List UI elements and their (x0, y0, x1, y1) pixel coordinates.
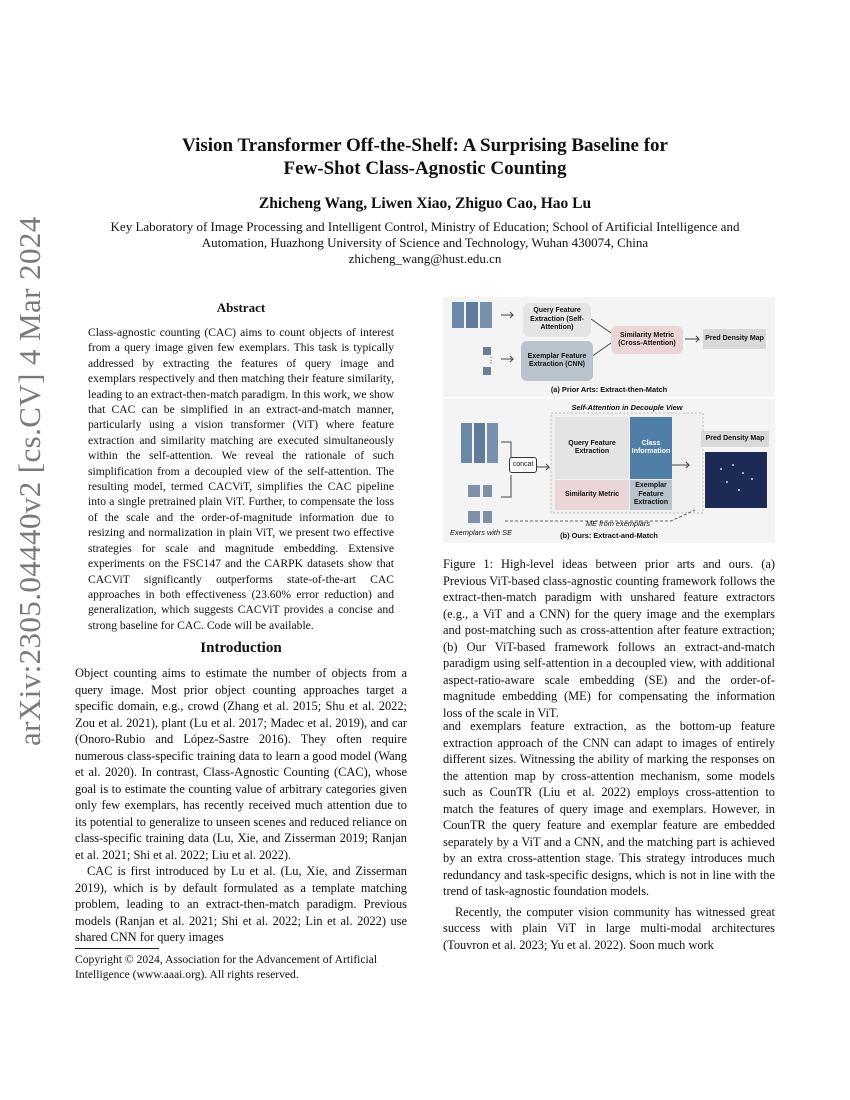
copyright-footnote: Copyright © 2024, Association for the Advancement of Artificial Intelligence (www.aaai.org). All rights reserved. (75, 953, 378, 981)
concat-box: concat (509, 457, 537, 473)
title-line-1: Vision Transformer Off-the-Shelf: A Surprising Baseline for (182, 135, 668, 156)
title-line-2: Few-Shot Class-Agnostic Counting (283, 158, 567, 179)
density-map-image (705, 452, 767, 508)
me-label: ME from exemplars (585, 519, 651, 528)
class-information-box: Class Information (630, 417, 672, 479)
intro-paragraph-1: Object counting aims to estimate the number of objects from a query image. Most prior object counting approaches target a specific domain, e.g., crowd (Zhang et al. 2015; Shu et al. 2022; Zou et al. 2021), plant (Lu et al. 2017; Madec et al. 2019), and car (Onoro-Rubio and López-Sastre 2016). They often require numerous class-specific training data to learn a good model (Wang et al. 2020). In contrast, Class-Agnostic Counting (CAC), whose goal is to estimate the counting value of arbitrary categories given only few exemplars, has recently received much attention due to its potential to generalize to unseen scenes and reduced reliance on class-specific training data (Lu, Xie, and Zisserman 2019; Ranjan et al. 2021; Shi et al. 2022; Liu et al. 2022). (75, 666, 407, 862)
figure-1-caption: Figure 1: High-level ideas between prior arts and ours. (a) Previous ViT-based class-agnostic counting framework follows the extract-then-match paradigm with unshared feature extractors (e.g., a ViT and a CNN) for the query image and the exemplars and post-matching such as cross-attention after feature extraction; (b) Our ViT-based framework follows an extract-and-match paradigm using self-attention in a decoupled view, with additional aspect-ratio-aware scale embedding (SE) and the order-of-magnitude embedding (ME) for compensating the information loss of the scale in ViT. (443, 557, 775, 720)
abstract-body: Class-agnostic counting (CAC) aims to count objects of interest from a query image given few exemplars. This task is typically addressed by extracting the features of query image and exemplars respectively and then matching their feature similarity, leading to an extract-then-match paradigm. In this work, we show that CAC can be simplified in an extract-and-match manner, particularly using a vision transformer (ViT) where feature extraction and similarity matching are executed simultaneously within the self-attention. We reveal the rationale of such simplification from a decoupled view of the self-attention. The resulting model, termed CACViT, simplifies the CAC pipeline into a single pretrained plain ViT. Further, to compensate the loss of the scale and the order-of-magnitude information due to resizing and normalization in plain ViT, we present two effective strategies for scale and magnitude embedding. Extensive experiments on the FSC147 and the CARPK datasets show that CACViT significantly outperforms state-of-the-art CAC approaches in both effectiveness (23.60% error reduction) and generalization, which suggests CACViT provides a concise and strong baseline for CAC. Code will be available. (88, 326, 394, 632)
right-paragraph-1: and exemplars feature extraction, as the bottom-up feature extraction approach of the CNN can adapt to images of entirely different sizes. Witnessing the ability of marking the responses on the attention map by cross-attention mechanism, some models such as CounTR (Liu et al. 2022) employs cross-attention to match the features of query image and exemplars. However, in CounTR the query feature and exemplar feature are embedded separately by a ViT and a CNN, and the matching part is achieved by an extra cross-attention stage. This strategy introduces much redundancy and task-specific designs, which is not in line with the trend of task-agnostic foundation models. (443, 719, 775, 898)
email[interactable]: zhicheng_wang@hust.edu.cn (348, 251, 502, 266)
similarity-metric-box-b: Similarity Metric (555, 480, 629, 510)
affiliation-line-1: Key Laboratory of Image Processing and Intelligent Control, Ministry of Education; School of Artificial Intelligence and (110, 219, 740, 234)
footnote-rule (75, 948, 159, 949)
paper-title (0, 134, 850, 180)
exemplar-feature-box-b: Exemplar Feature Extraction (630, 480, 672, 510)
panel-b-caption: (b) Ours: Extract-and-Match (560, 531, 658, 540)
affiliation (60, 219, 790, 267)
svg-text:⋮: ⋮ (487, 356, 495, 365)
exemplar-feature-box-a: Exemplar Feature Extraction (CNN) (521, 341, 593, 381)
introduction-body (75, 665, 407, 946)
query-feature-box-a: Query Feature Extraction (Self-Attention) (523, 303, 591, 337)
right-column-body (443, 718, 775, 953)
intro-paragraph-2: CAC is first introduced by Lu et al. (Lu, Xie, and Zisserman 2019), which is by default formulated as a template matching problem, leading to an extract-then-match paradigm. Previous models (Ranjan et al. 2021; Shi et al. 2022; Lin et al. 2022) use shared CNN for query images (75, 864, 407, 944)
authors: Zhicheng Wang, Liwen Xiao, Zhiguo Cao, Hao Lu (258, 195, 592, 212)
abstract-heading: Abstract (216, 300, 266, 315)
query-feature-box-b: Query Feature Extraction (555, 417, 629, 479)
pred-density-box-b: Pred Density Map (701, 431, 769, 447)
affiliation-line-2: Automation, Huazhong University of Science and Technology, Wuhan 430074, China (201, 235, 649, 250)
introduction-heading: Introduction (200, 640, 282, 656)
self-attention-label: Self-Attention in Decouple View (571, 403, 683, 412)
similarity-metric-box-a: Similarity Metric (Cross-Attention) (611, 326, 683, 354)
figure-1 (443, 297, 775, 543)
panel-a-caption: (a) Prior Arts: Extract-then-Match (550, 385, 668, 394)
query-image-thumbnails-b (461, 423, 498, 463)
arxiv-side-stamp: arXiv:2305.04440v2 [cs.CV] 4 Mar 2024 (12, 216, 47, 746)
right-paragraph-2: Recently, the computer vision community has witnessed great success with plain ViT in large multi-modal architectures (Touvron et al. 2023; Yu et al. 2022). Soon much work (443, 904, 775, 952)
pred-density-box-a: Pred Density Map (703, 329, 766, 349)
query-image-thumbnails-a (452, 302, 492, 328)
se-label: Exemplars with SE (449, 528, 513, 537)
